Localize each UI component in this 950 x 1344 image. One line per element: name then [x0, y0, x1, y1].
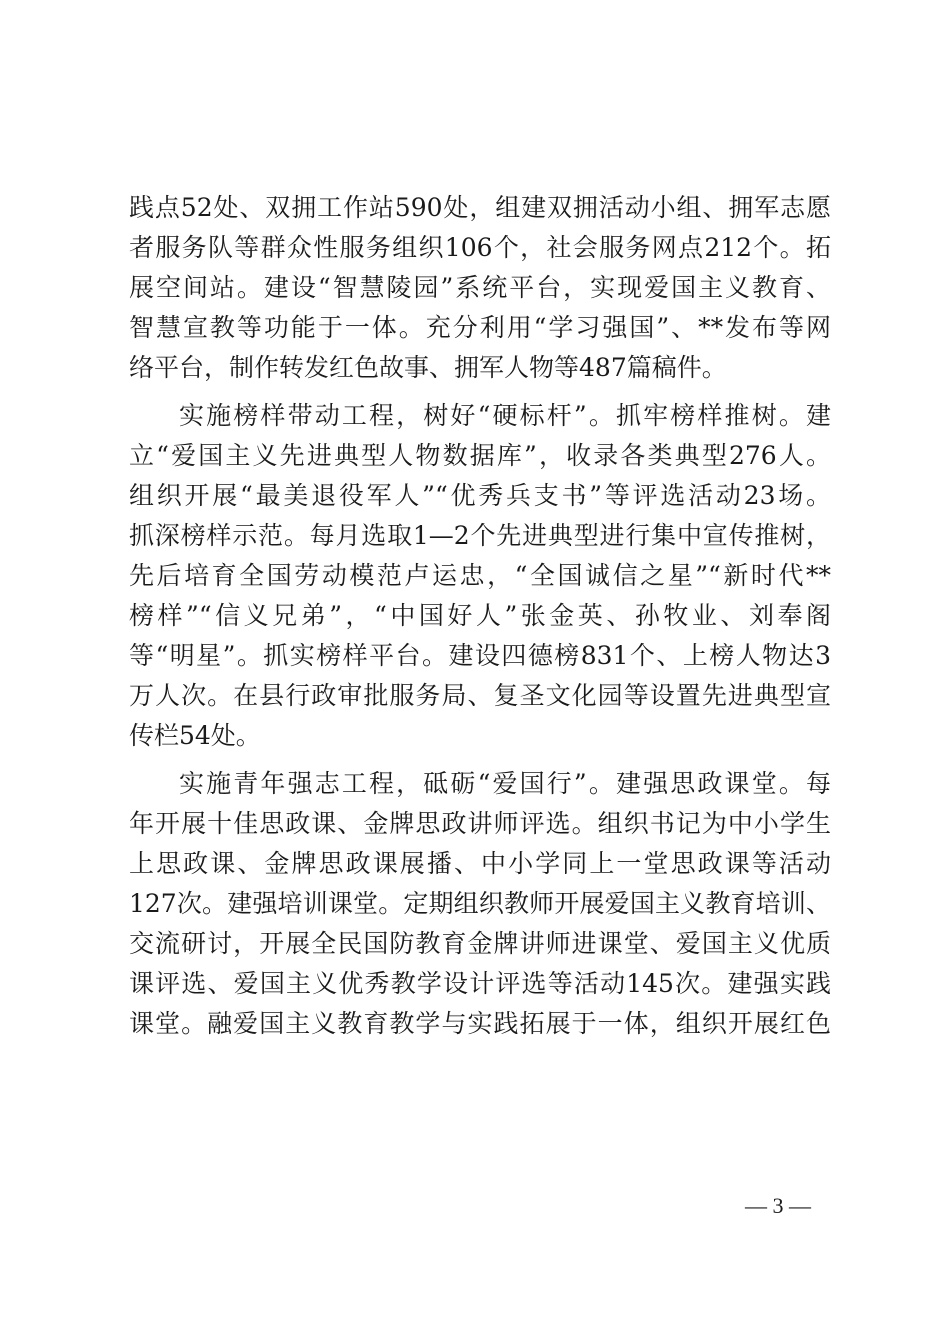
text-line: 127次。建强培训课堂。定期组织教师开展爱国主义教育培训、 [129, 889, 831, 918]
document-body [129, 188, 831, 1044]
text-line: 先后培育全国劳动模范卢运忠，“全国诚信之星”“新时代** [129, 561, 831, 590]
text-line: 智慧宣教等功能于一体。充分利用“学习强国”、**发布等网 [129, 313, 831, 342]
text-line: 组织开展“最美退役军人”“优秀兵支书”等评选活动23场。 [129, 481, 831, 510]
text-line: 络平台，制作转发红色故事、拥军人物等487篇稿件。 [129, 353, 727, 382]
text-line: 传栏54处。 [129, 721, 261, 750]
text-line: 交流研讨，开展全民国防教育金牌讲师进课堂、爱国主义优质 [129, 929, 831, 958]
text-line: 实施榜样带动工程，树好“硬标杆”。抓牢榜样推树。建 [179, 401, 831, 430]
text-line: 榜样”“信义兄弟”，“中国好人”张金英、孙牧业、刘奉阁 [129, 601, 831, 630]
text-line: 展空间站。建设“智慧陵园”系统平台，实现爱国主义教育、 [129, 273, 831, 302]
text-line: 上思政课、金牌思政课展播、中小学同上一堂思政课等活动 [129, 849, 831, 878]
text-line: 实施青年强志工程，砥砺“爱国行”。建强思政课堂。每 [179, 769, 831, 798]
text-line: 抓深榜样示范。每月选取1—2个先进典型进行集中宣传推树， [129, 521, 831, 550]
text-line: 年开展十佳思政课、金牌思政讲师评选。组织书记为中小学生 [129, 809, 831, 838]
text-line: 课堂。融爱国主义教育教学与实践拓展于一体，组织开展红色 [129, 1009, 831, 1038]
paragraph-1 [129, 188, 831, 388]
text-line: 者服务队等群众性服务组织106个，社会服务网点212个。拓 [129, 233, 831, 262]
text-line: 万人次。在县行政审批服务局、复圣文化园等设置先进典型宣 [129, 681, 831, 710]
text-line: 立“爱国主义先进典型人物数据库”，收录各类典型276人。 [129, 441, 831, 470]
text-line: 践点52处、双拥工作站590处，组建双拥活动小组、拥军志愿 [129, 193, 831, 222]
text-line: 等“明星”。抓实榜样平台。建设四德榜831个、上榜人物达3 [129, 641, 831, 670]
paragraph-3 [129, 764, 831, 1044]
paragraph-2 [129, 396, 831, 756]
page-number: — 3 — [745, 1193, 811, 1218]
text-line: 课评选、爱国主义优秀教学设计评选等活动145次。建强实践 [129, 969, 831, 998]
